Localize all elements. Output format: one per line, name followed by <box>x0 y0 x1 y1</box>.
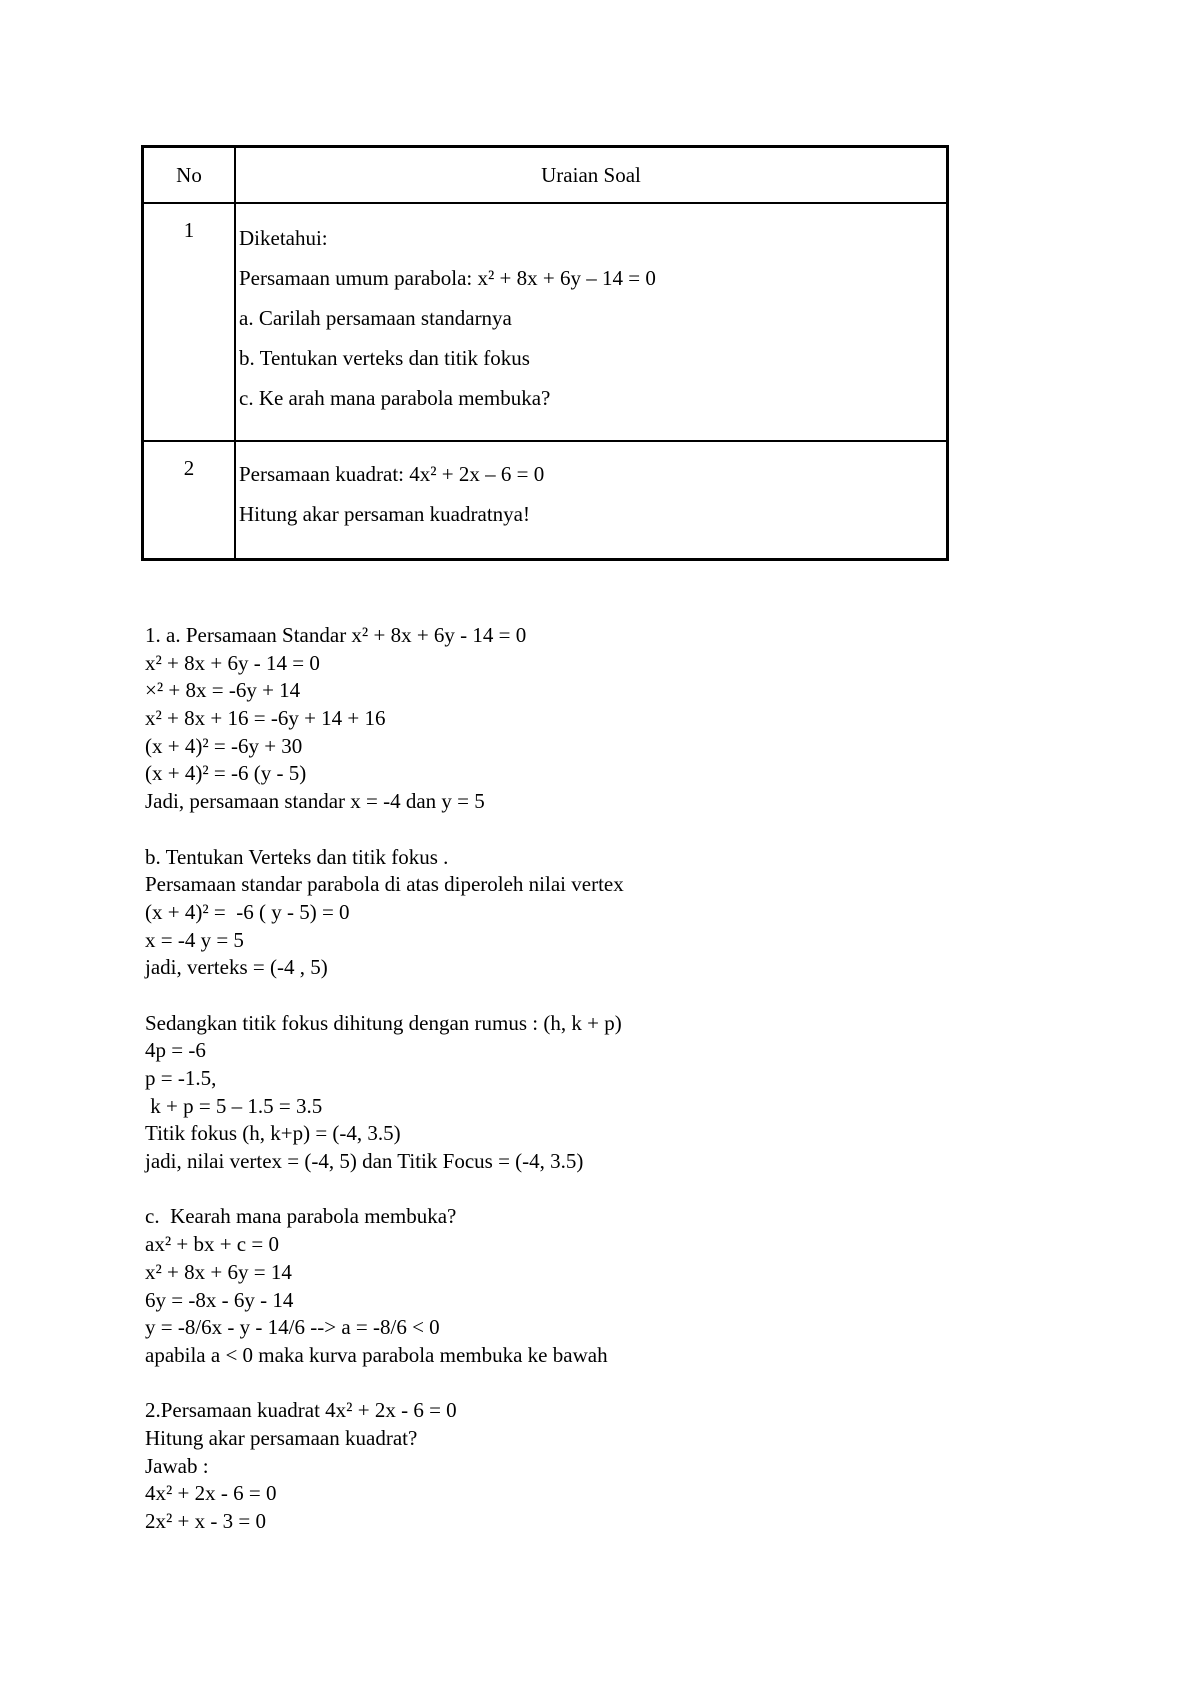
table-row <box>143 203 948 441</box>
solution-line: Hitung akar persamaan kuadrat? <box>145 1425 418 1450</box>
solution-line: 4p = -6 <box>145 1038 206 1063</box>
problem-table <box>141 145 949 561</box>
solution-part-c <box>145 1203 1145 1369</box>
solution-line: 6y = -8x - 6y - 14 <box>145 1287 294 1312</box>
solution-line: k + p = 5 – 1.5 = 3.5 <box>145 1093 323 1118</box>
row-description <box>235 441 948 560</box>
solution-part-b <box>145 844 1145 982</box>
solution-part-a <box>145 622 1145 816</box>
row-line: b. Tentukan verteks dan titik fokus <box>239 346 530 370</box>
solution-line: Sedangkan titik fokus dihitung dengan rumus : (h, k + p) <box>145 1010 622 1035</box>
solution-text <box>145 622 1145 1536</box>
solution-line: x² + 8x + 6y = 14 <box>145 1259 292 1284</box>
solution-line: 1. a. Persamaan Standar x² + 8x + 6y - 14 = 0 <box>145 623 527 647</box>
header-no: No <box>143 147 236 204</box>
row-line: c. Ke arah mana parabola membuka? <box>239 386 551 410</box>
solution-line: 4x² + 2x - 6 = 0 <box>145 1481 277 1506</box>
solution-line: Jadi, persamaan standar x = -4 dan y = 5 <box>145 789 485 814</box>
row-number: 2 <box>143 441 236 560</box>
solution-line: p = -1.5, <box>145 1066 217 1090</box>
paragraph-gap <box>145 1370 1145 1398</box>
solution-line: (x + 4)² = -6 ( y - 5) = 0 <box>145 899 350 924</box>
solution-line: jadi, nilai vertex = (-4, 5) dan Titik Focus = (-4, 3.5) <box>145 1149 584 1174</box>
row-line: a. Carilah persamaan standarnya <box>239 306 512 330</box>
solution-line: 2.Persamaan kuadrat 4x² + 2x - 6 = 0 <box>145 1398 457 1423</box>
solution-part-2 <box>145 1397 1145 1535</box>
row-line: Persamaan umum parabola: x² + 8x + 6y – 14 = 0 <box>239 266 656 290</box>
row-line: Persamaan kuadrat: 4x² + 2x – 6 = 0 <box>239 462 545 486</box>
solution-line: y = -8/6x - y - 14/6 --> a = -8/6 < 0 <box>145 1315 440 1340</box>
solution-line: b. Tentukan Verteks dan titik fokus . <box>145 844 449 869</box>
solution-line: jadi, verteks = (-4 , 5) <box>145 955 328 980</box>
solution-line: Titik fokus (h, k+p) = (-4, 3.5) <box>145 1121 401 1146</box>
solution-line: (x + 4)² = -6 (y - 5) <box>145 761 307 786</box>
solution-line: x² + 8x + 6y - 14 = 0 <box>145 650 320 675</box>
solution-part-b-focus <box>145 1010 1145 1176</box>
solution-line: Jawab : <box>145 1453 209 1478</box>
solution-line: Persamaan standar parabola di atas diperoleh nilai vertex <box>145 872 624 897</box>
row-line: Hitung akar persaman kuadratnya! <box>239 502 530 526</box>
row-line: Diketahui: <box>239 226 328 250</box>
solution-line: x² + 8x + 16 = -6y + 14 + 16 <box>145 706 386 731</box>
solution-line: apabila a < 0 maka kurva parabola membuka ke bawah <box>145 1342 608 1367</box>
solution-line: x = -4 y = 5 <box>145 927 244 952</box>
header-uraian-soal: Uraian Soal <box>235 147 948 204</box>
row-number: 1 <box>143 203 236 441</box>
paragraph-gap <box>145 816 1145 844</box>
table-row <box>143 441 948 560</box>
solution-line: ax² + bx + c = 0 <box>145 1232 279 1257</box>
solution-line: (x + 4)² = -6y + 30 <box>145 733 303 758</box>
paragraph-gap <box>145 1176 1145 1204</box>
paragraph-gap <box>145 982 1145 1010</box>
solution-line: c. Kearah mana parabola membuka? <box>145 1204 457 1229</box>
row-description <box>235 203 948 441</box>
solution-line: ×² + 8x = -6y + 14 <box>145 678 301 703</box>
table-header-row <box>143 147 948 204</box>
solution-line: 2x² + x - 3 = 0 <box>145 1509 266 1533</box>
